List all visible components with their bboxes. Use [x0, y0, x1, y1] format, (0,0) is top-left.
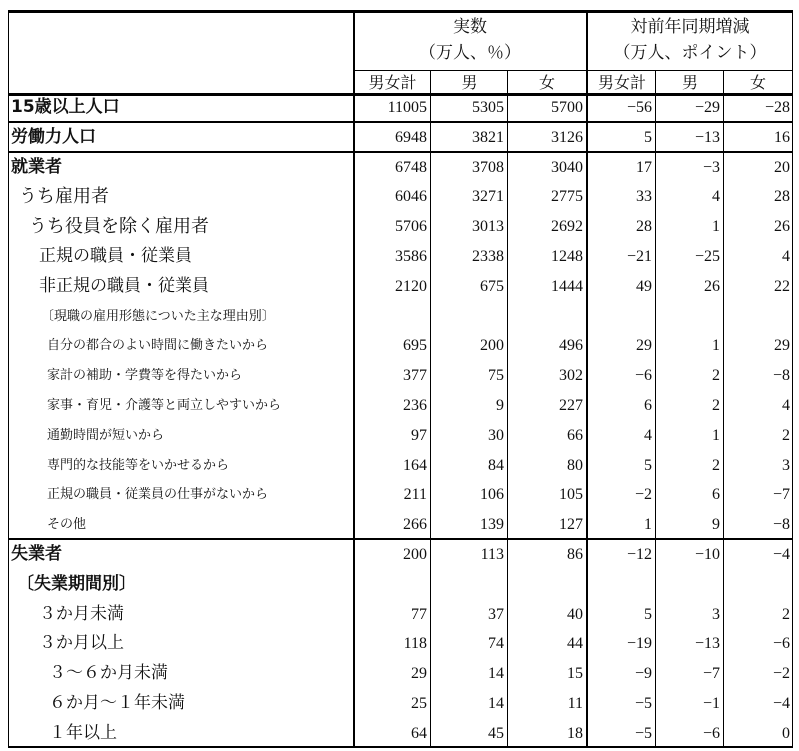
row-value: 6046 — [395, 188, 427, 206]
table-row — [9, 689, 792, 718]
row-value: 164 — [403, 456, 427, 474]
row-value: 266 — [403, 516, 427, 534]
row-value — [508, 570, 583, 599]
table-row — [9, 123, 792, 152]
row-value: 2 — [782, 605, 790, 623]
row-value: 5700 — [551, 99, 583, 116]
row-value: −19 — [626, 635, 652, 653]
row-value — [355, 302, 427, 331]
row-value — [724, 570, 790, 599]
row-value: 17 — [636, 158, 652, 176]
row-value: 127 — [559, 516, 583, 534]
row-value: 11 — [567, 695, 583, 712]
row-value: 5 — [644, 128, 652, 146]
row-value: 5 — [644, 456, 652, 474]
row-value: 97 — [411, 426, 427, 444]
row-value: 14 — [488, 665, 504, 683]
row-label: 就業者 — [11, 156, 62, 177]
subheader-male-actual: 男 — [431, 70, 508, 96]
row-value: 3126 — [551, 128, 583, 146]
table-row — [9, 153, 792, 182]
row-value: 30 — [488, 426, 504, 444]
row-value: 105 — [559, 486, 583, 504]
table-row — [9, 391, 792, 420]
row-value: 2692 — [551, 218, 583, 236]
row-value — [724, 302, 790, 331]
row-value: 3040 — [551, 158, 583, 176]
row-value: 64 — [411, 724, 427, 742]
row-label: その他 — [47, 517, 87, 533]
row-value: 4 — [782, 248, 790, 265]
row-label: 正規の職員・従業員の仕事がないから — [47, 487, 269, 503]
row-value: 80 — [567, 456, 583, 474]
row-value: 6748 — [395, 158, 427, 176]
row-value: 3821 — [472, 128, 504, 146]
row-value: 106 — [480, 486, 504, 504]
col-divider-label — [353, 13, 355, 746]
row-value: −29 — [694, 99, 720, 116]
table-row — [9, 272, 792, 301]
change-title: 対前年同期増減 — [630, 17, 750, 37]
subheader-total-actual: 男女計 — [354, 70, 431, 96]
row-value: 18 — [567, 724, 583, 742]
actual-unit: （万人、％） — [419, 43, 521, 63]
row-value: 1 — [644, 516, 652, 534]
row-value: 3013 — [472, 218, 504, 236]
row-value: −5 — [634, 724, 652, 742]
row-value — [431, 570, 504, 599]
row-value: −6 — [702, 724, 720, 742]
row-value: −28 — [764, 99, 790, 116]
row-label: 正規の職員・従業員 — [39, 246, 192, 266]
row-value: 1 — [712, 337, 720, 355]
row-value: 66 — [567, 426, 583, 444]
row-value: −8 — [772, 516, 790, 534]
row-value: 4 — [712, 188, 720, 206]
col-divider-1 — [430, 70, 431, 746]
row-value — [355, 570, 427, 599]
table-row — [9, 659, 792, 688]
row-label: 自分の都合のよい時間に働きたいから — [47, 338, 269, 354]
row-value: 9 — [496, 397, 504, 414]
row-label: ３～６か月未満 — [49, 663, 168, 684]
row-label: うち雇用者 — [19, 186, 109, 208]
row-value: 20 — [774, 158, 790, 176]
row-value: 1248 — [551, 248, 583, 265]
row-value: 5305 — [472, 99, 504, 116]
row-value: 1444 — [551, 277, 583, 295]
row-value — [431, 302, 504, 331]
row-value — [587, 302, 652, 331]
row-value: 4 — [782, 397, 790, 414]
row-value: 44 — [567, 635, 583, 653]
row-value: 2 — [712, 397, 720, 414]
row-value: 2775 — [551, 188, 583, 206]
table-row — [9, 242, 792, 271]
row-value — [508, 302, 583, 331]
row-value: 3586 — [395, 248, 427, 265]
row-label: うち役員を除く雇用者 — [29, 216, 209, 238]
row-value: 6 — [644, 397, 652, 414]
actual-title: 実数 — [453, 17, 487, 37]
row-value: 29 — [411, 665, 427, 683]
row-value: 6 — [712, 486, 720, 504]
table-row — [9, 212, 792, 241]
subheader-total-change: 男女計 — [588, 70, 656, 96]
row-label: 通勤時間が短いから — [47, 427, 165, 443]
row-label: 〔現職の雇用形態についた主な理由別〕 — [41, 308, 275, 324]
row-value: 77 — [411, 605, 427, 623]
row-value: 2 — [782, 426, 790, 444]
row-value: 2338 — [472, 248, 504, 265]
table-row — [9, 93, 792, 122]
row-value: 29 — [774, 337, 790, 355]
row-label: 〔失業期間別〕 — [17, 573, 136, 594]
labor-statistics-table — [8, 10, 793, 748]
row-value: 200 — [480, 337, 504, 355]
row-value: −5 — [634, 695, 652, 712]
row-label: 家事・育児・介護等と両立しやすいから — [47, 398, 282, 413]
row-value: 675 — [480, 277, 504, 295]
table-row — [9, 421, 792, 450]
col-divider-2 — [507, 70, 508, 746]
row-value: 26 — [774, 218, 790, 236]
row-value: 5 — [644, 605, 652, 623]
table-row — [9, 600, 792, 629]
row-value: 236 — [403, 397, 427, 414]
row-value: 49 — [636, 277, 652, 295]
row-value: −7 — [772, 486, 790, 504]
row-value: −2 — [634, 486, 652, 504]
row-value: −9 — [634, 665, 652, 683]
table-body — [9, 93, 792, 749]
row-value: −4 — [772, 546, 790, 563]
table-row — [9, 719, 792, 748]
row-value: 33 — [636, 188, 652, 206]
row-value: −12 — [626, 546, 652, 563]
table-row — [9, 302, 792, 331]
row-value: −6 — [634, 367, 652, 385]
row-value: −13 — [694, 635, 720, 653]
row-value: 3 — [712, 605, 720, 623]
row-value: 3271 — [472, 188, 504, 206]
row-value: 9 — [712, 516, 720, 534]
row-value: 227 — [559, 397, 583, 414]
row-value — [656, 570, 720, 599]
row-value: 302 — [559, 367, 583, 385]
row-value: 3 — [782, 456, 790, 474]
row-value: −4 — [772, 695, 790, 712]
row-label: ３か月以上 — [39, 633, 124, 654]
row-label: 専門的な技能等をいかせるから — [47, 457, 230, 473]
row-label: 労働力人口 — [11, 126, 96, 147]
col-divider-4 — [655, 70, 656, 746]
row-value: 29 — [636, 337, 652, 355]
row-value: 28 — [636, 218, 652, 236]
table-row — [9, 629, 792, 658]
row-value: 4 — [644, 426, 652, 444]
row-label: 15歳以上人口 — [11, 97, 120, 117]
row-value: 1 — [712, 218, 720, 236]
row-value: 75 — [488, 367, 504, 385]
labor-statistics-table-container — [8, 10, 793, 748]
table-header — [9, 13, 792, 96]
row-value: 14 — [488, 695, 504, 712]
row-value: 86 — [567, 546, 583, 563]
change-unit: （万人、ポイント） — [613, 43, 767, 63]
row-value: 211 — [403, 486, 427, 504]
row-value: 118 — [403, 635, 427, 653]
table-row — [9, 451, 792, 480]
row-value: −1 — [702, 695, 720, 712]
row-label: 家計の補助・学費等を得たいから — [47, 368, 243, 384]
row-value: −6 — [772, 635, 790, 653]
row-value: 1 — [712, 426, 720, 444]
row-value: 2 — [712, 367, 720, 385]
row-value: 84 — [488, 456, 504, 474]
row-value: 2 — [712, 456, 720, 474]
row-value: 695 — [403, 337, 427, 355]
row-value: −10 — [694, 546, 720, 563]
subheader-female-change: 女 — [724, 70, 792, 96]
row-value: 377 — [403, 367, 427, 385]
row-value: −3 — [702, 158, 720, 176]
row-label: ６か月～１年未満 — [49, 693, 185, 713]
row-value: 16 — [774, 128, 790, 146]
table-row — [9, 331, 792, 360]
col-divider-5 — [723, 70, 724, 746]
row-value: −8 — [772, 367, 790, 385]
row-label: 非正規の職員・従業員 — [39, 275, 209, 296]
row-value: −13 — [694, 128, 720, 146]
row-value: 28 — [774, 188, 790, 206]
row-value: 11005 — [387, 99, 427, 116]
col-divider-change — [586, 13, 588, 746]
row-value: 45 — [488, 724, 504, 742]
row-value: −7 — [702, 665, 720, 683]
row-value: 74 — [488, 635, 504, 653]
row-value: 139 — [480, 516, 504, 534]
row-value: 5706 — [395, 218, 427, 236]
table-row — [9, 480, 792, 509]
row-value: 2120 — [395, 277, 427, 295]
row-value: 0 — [782, 724, 790, 742]
table-row — [9, 570, 792, 599]
table-row — [9, 361, 792, 390]
subheader-male-change: 男 — [656, 70, 724, 96]
row-value — [656, 302, 720, 331]
subheader-female-actual: 女 — [508, 70, 586, 96]
row-label: 失業者 — [11, 544, 62, 564]
row-value: 22 — [774, 277, 790, 295]
row-value: 113 — [480, 546, 504, 563]
row-value: −56 — [626, 99, 652, 116]
row-value: −2 — [772, 665, 790, 683]
row-value: 37 — [488, 605, 504, 623]
row-label: ３か月未満 — [39, 603, 124, 624]
row-label: １年以上 — [49, 722, 117, 743]
row-value: 15 — [567, 665, 583, 683]
row-value: 26 — [704, 277, 720, 295]
table-row — [9, 182, 792, 211]
row-value: 200 — [403, 546, 427, 563]
row-value: −25 — [694, 248, 720, 265]
row-value: 6948 — [395, 128, 427, 146]
row-value: 25 — [411, 695, 427, 712]
table-row — [9, 510, 792, 539]
table-row — [9, 540, 792, 569]
row-value: −21 — [626, 248, 652, 265]
row-value — [587, 570, 652, 599]
row-value: 496 — [559, 337, 583, 355]
row-value: 40 — [567, 605, 583, 623]
row-value: 3708 — [472, 158, 504, 176]
